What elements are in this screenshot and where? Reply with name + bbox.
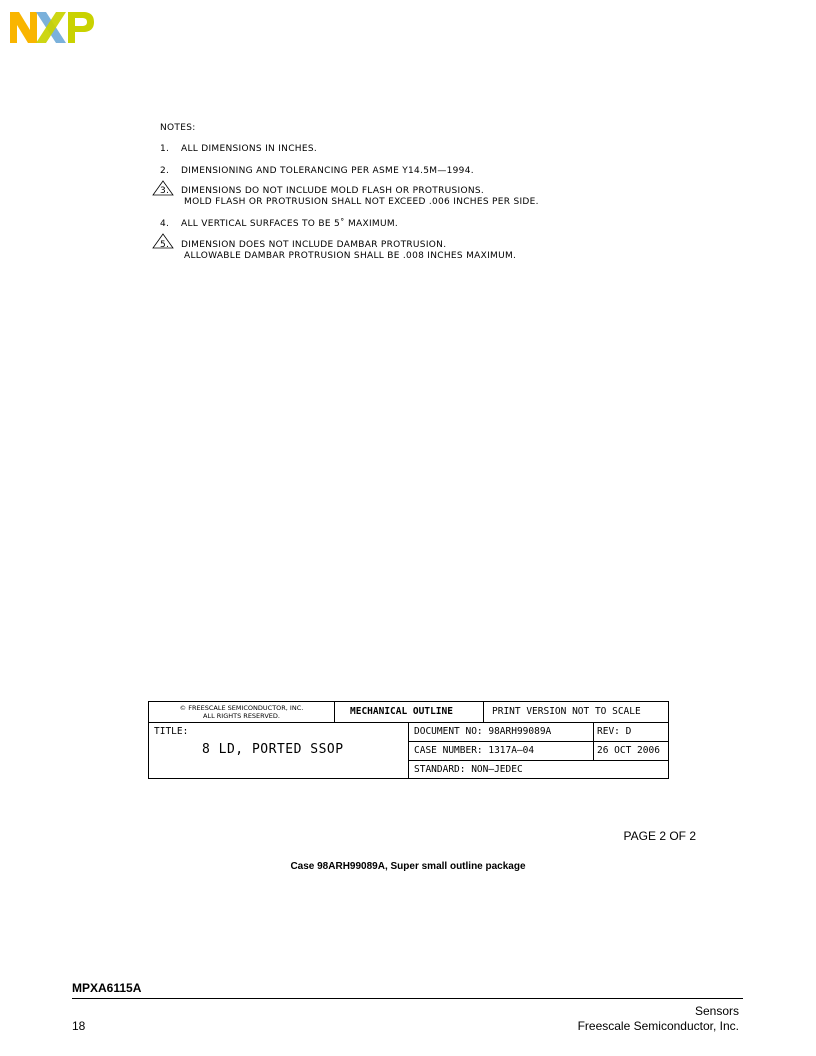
mechanical-outline-label: MECHANICAL OUTLINE <box>350 706 453 717</box>
note-4 <box>160 219 398 229</box>
note-text: ALL DIMENSIONS IN INCHES. <box>181 144 318 154</box>
note-number: 5. <box>160 240 170 250</box>
footer-section: Sensors <box>694 1004 739 1018</box>
title-label: TITLE: <box>154 726 189 737</box>
note-text: DIMENSIONING AND TOLERANCING PER ASME Y14.5M—1994. <box>181 166 474 176</box>
footer-divider <box>72 998 743 999</box>
note-number: 1. <box>160 144 170 154</box>
figure-caption: Case 98ARH99089A, Super small outline package <box>290 861 526 872</box>
copyright-line-1: © FREESCALE SEMICONDUCTOR, INC. <box>179 704 304 712</box>
note-2 <box>160 166 474 176</box>
copyright-text <box>151 704 332 720</box>
note-5 <box>160 240 446 250</box>
footer-page-number: 18 <box>72 1019 86 1033</box>
copyright-line-2: ALL RIGHTS RESERVED. <box>203 712 280 720</box>
document-number: DOCUMENT NO: 98ARH99089A <box>414 726 552 737</box>
case-number: CASE NUMBER: 1317A—04 <box>414 745 535 756</box>
note-5-continued: ALLOWABLE DAMBAR PROTRUSION SHALL BE .008 INCHES MAXIMUM. <box>184 251 517 261</box>
footer-company: Freescale Semiconductor, Inc. <box>577 1019 739 1033</box>
revision: REV: D <box>597 726 632 737</box>
notes-heading: NOTES: <box>160 123 196 133</box>
note-number: 2. <box>160 166 170 176</box>
note-text: DIMENSION DOES NOT INCLUDE DAMBAR PROTRUSION. <box>181 240 447 250</box>
nxp-logo <box>10 10 94 49</box>
standard: STANDARD: NON—JEDEC <box>414 764 523 775</box>
note-1 <box>160 144 317 154</box>
note-text: DIMENSIONS DO NOT INCLUDE MOLD FLASH OR PROTRUSIONS. <box>181 186 485 196</box>
date: 26 OCT 2006 <box>597 745 660 756</box>
title-value: 8 LD, PORTED SSOP <box>202 742 344 757</box>
title-block <box>148 701 669 779</box>
footer-part-number: MPXA6115A <box>72 981 142 995</box>
page-indicator: PAGE 2 OF 2 <box>623 829 696 843</box>
note-text: ALL VERTICAL SURFACES TO BE 5˚ MAXIMUM. <box>181 219 399 229</box>
note-number: 4. <box>160 219 170 229</box>
note-3 <box>160 186 484 196</box>
note-number: 3. <box>160 186 170 196</box>
note-3-continued: MOLD FLASH OR PROTRUSION SHALL NOT EXCEED .006 INCHES PER SIDE. <box>184 197 539 207</box>
print-version-note: PRINT VERSION NOT TO SCALE <box>492 706 641 717</box>
